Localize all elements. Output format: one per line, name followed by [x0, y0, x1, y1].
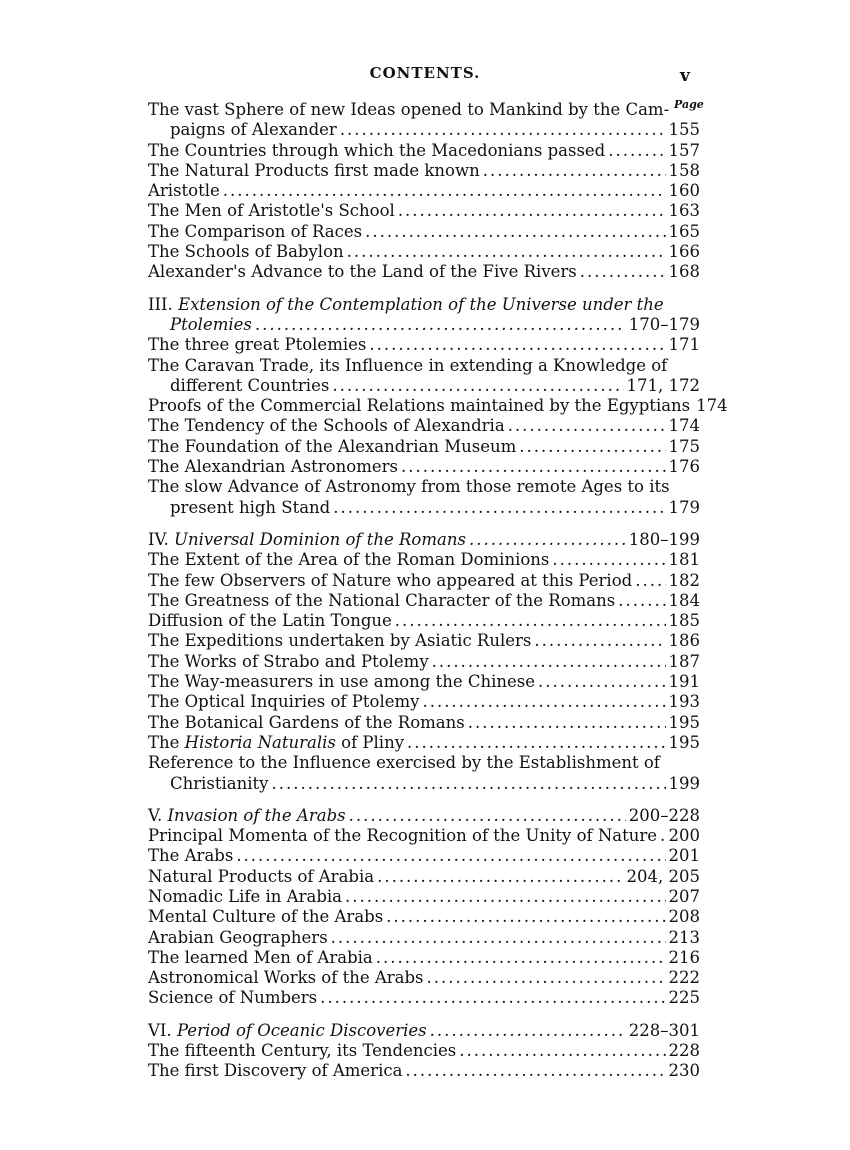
entry-title: Principal Momenta of the Recognition of the Unity of Nature — [148, 826, 658, 846]
entry-page: 204, 205 — [626, 866, 700, 886]
entry-page: 157 — [668, 140, 700, 160]
entry-line — [148, 1041, 700, 1061]
toc-entry[interactable] — [148, 222, 700, 242]
toc-entry[interactable] — [148, 652, 700, 672]
dot-leader — [580, 262, 666, 282]
entry-page: 174 — [668, 416, 700, 436]
section-heading-line — [148, 315, 700, 335]
dot-leader — [430, 1021, 626, 1041]
entry-line — [148, 867, 700, 887]
running-head — [0, 64, 850, 86]
toc-entry[interactable] — [148, 631, 700, 651]
section-heading — [148, 1021, 700, 1041]
section-heading-line — [148, 1021, 700, 1041]
entry-page: 160 — [668, 181, 700, 201]
toc-entry[interactable] — [148, 968, 700, 988]
dot-leader — [618, 591, 665, 611]
page-title: CONTENTS. — [369, 64, 481, 82]
entry-title-continued-line — [148, 376, 700, 396]
entry-line — [148, 550, 700, 570]
entry-title: Alexander's Advance to the Land of the Five Rivers — [148, 262, 577, 282]
entry-line — [148, 988, 700, 1008]
entry-title: The Optical Inquiries of Ptolemy — [148, 692, 420, 712]
entry-title: Nomadic Life in Arabia — [148, 886, 342, 906]
toc-entry[interactable] — [148, 335, 700, 355]
toc-entry[interactable] — [148, 1061, 700, 1081]
section-spacer — [148, 283, 700, 295]
section-heading-line — [148, 806, 700, 826]
dot-leader — [468, 713, 666, 733]
entry-title: The Tendency of the Schools of Alexandria — [148, 416, 505, 436]
entry-line — [148, 672, 700, 692]
section-page-range: 180–199 — [628, 529, 700, 549]
dot-leader — [660, 826, 665, 846]
entry-line — [148, 1061, 700, 1081]
entry-title: The three great Ptolemies — [148, 335, 367, 355]
toc-entry[interactable] — [148, 396, 728, 416]
entry-title — [148, 733, 404, 753]
entry-page: 200 — [668, 826, 700, 846]
dot-leader — [459, 1041, 665, 1061]
entry-line — [148, 222, 700, 242]
toc-entry[interactable] — [148, 672, 700, 692]
dot-leader — [332, 376, 623, 396]
entry-page: 186 — [668, 631, 700, 651]
dot-leader — [365, 222, 665, 242]
entry-title-continued-line — [148, 120, 700, 140]
entry-title-continued: present high Stand — [170, 497, 331, 517]
entry-page: 181 — [668, 550, 700, 570]
dot-leader — [236, 846, 665, 866]
entry-title: Science of Numbers — [148, 988, 318, 1008]
toc-entry[interactable] — [148, 416, 700, 436]
entry-line — [148, 396, 728, 416]
entry-page: 163 — [668, 201, 700, 221]
entry-page: 175 — [668, 436, 700, 456]
entry-line — [148, 713, 700, 733]
section-spacer — [148, 794, 700, 806]
entry-title: The Alexandrian Astronomers — [148, 457, 398, 477]
toc-entry[interactable] — [148, 161, 700, 181]
entry-line — [148, 692, 700, 712]
entry-title-italic: Historia Naturalis — [184, 732, 336, 752]
dot-leader — [407, 733, 665, 753]
entry-page: 185 — [668, 611, 700, 631]
entry-title: The vast Sphere of new Ideas opened to Mankind by the Cam- — [148, 100, 670, 119]
toc-entry[interactable] — [148, 988, 700, 1008]
section-spacer — [148, 1009, 700, 1021]
dot-leader — [427, 968, 666, 988]
entry-title: Proofs of the Commercial Relations maintained by the Egyptians — [148, 396, 691, 416]
entry-title: The Natural Products first made known — [148, 160, 480, 180]
entry-page: 195 — [668, 712, 700, 732]
entry-title: The Way-measurers in use among the Chinese — [148, 672, 536, 692]
section-title: Period of Oceanic Discoveries — [176, 1020, 427, 1040]
section-numeral: IV. — [148, 529, 169, 549]
entry-line — [148, 591, 700, 611]
toc-entry[interactable] — [148, 356, 700, 397]
section-heading — [148, 530, 700, 550]
entry-line — [148, 887, 700, 907]
entry-title: Reference to the Influence exercised by the Establishment of — [148, 753, 660, 773]
entry-page: 222 — [668, 968, 700, 988]
dot-leader — [320, 988, 665, 1008]
entry-line — [148, 457, 700, 477]
entry-title: Natural Products of Arabia — [148, 866, 375, 886]
dot-leader — [386, 907, 665, 927]
entry-title-continued: Christianity — [170, 773, 269, 793]
dot-leader — [401, 457, 666, 477]
toc-entry[interactable] — [148, 201, 700, 221]
entry-page: 207 — [668, 886, 700, 906]
entry-page: 176 — [668, 457, 700, 477]
entry-title: The Schools of Babylon — [148, 242, 344, 262]
toc-entry[interactable] — [148, 907, 700, 927]
toc-entry[interactable] — [148, 826, 700, 846]
dot-leader — [347, 242, 666, 262]
entry-line — [148, 141, 700, 161]
toc-entry[interactable] — [148, 733, 700, 753]
entry-page: 158 — [668, 160, 700, 180]
dot-leader — [552, 550, 665, 570]
entry-title-continued: paigns of Alexander — [170, 120, 337, 140]
section-title: Extension of the Contemplation of the Universe under the — [178, 294, 664, 314]
dot-leader — [422, 692, 665, 712]
dot-leader — [345, 887, 666, 907]
entry-line — [148, 733, 700, 753]
toc-entry[interactable] — [148, 867, 700, 887]
entry-page: 213 — [668, 927, 700, 947]
dot-leader — [271, 774, 665, 794]
entry-title-continued: different Countries — [170, 375, 330, 395]
entry-page: 199 — [668, 773, 700, 793]
dot-leader — [405, 1061, 665, 1081]
entry-line — [148, 335, 700, 355]
toc-entry[interactable] — [148, 457, 700, 477]
section-page-range: 170–179 — [628, 314, 700, 334]
entry-line — [148, 201, 700, 221]
toc-entry[interactable] — [148, 181, 700, 201]
entry-page: 184 — [668, 590, 700, 610]
toc-entry[interactable] — [148, 887, 700, 907]
entry-page: 216 — [668, 947, 700, 967]
dot-leader — [340, 120, 666, 140]
entry-title: The Expeditions undertaken by Asiatic Rulers — [148, 631, 532, 651]
toc-entry[interactable] — [148, 242, 700, 262]
dot-leader — [377, 867, 623, 887]
entry-line — [148, 437, 700, 457]
entry-page: 195 — [668, 732, 700, 752]
entry-title: The Works of Strabo and Ptolemy — [148, 651, 429, 671]
entry-page: 182 — [668, 570, 700, 590]
entry-line — [148, 826, 700, 846]
entry-title: The Caravan Trade, its Influence in extending a Knowledge of — [148, 355, 668, 375]
section-title: Universal Dominion of the Romans — [174, 529, 466, 549]
entry-page: 228 — [668, 1041, 700, 1061]
entry-title: The few Observers of Nature who appeared at this Period — [148, 570, 633, 590]
toc-entry[interactable] — [148, 591, 700, 611]
toc-entry[interactable] — [148, 948, 700, 968]
entry-title-suffix: of Pliny — [335, 732, 405, 752]
dot-leader — [398, 201, 666, 221]
entry-page: 168 — [668, 262, 700, 282]
dot-leader — [432, 652, 666, 672]
entry-line — [148, 948, 700, 968]
entry-title-continued-line — [148, 774, 700, 794]
toc-entry[interactable] — [148, 262, 700, 282]
dot-leader — [534, 631, 665, 651]
toc-entry[interactable] — [148, 437, 700, 457]
entry-title-prefix: The — [148, 732, 185, 752]
entry-page: 191 — [668, 672, 700, 692]
section-numeral: III. — [148, 294, 173, 314]
section-heading — [148, 806, 700, 826]
section-heading — [148, 295, 700, 336]
toc-entry[interactable] — [148, 713, 700, 733]
toc-entry[interactable] — [148, 1041, 700, 1061]
toc-entry[interactable] — [148, 611, 700, 631]
entry-page: 174 — [696, 396, 728, 416]
page-number: v — [680, 66, 690, 86]
toc-entry[interactable] — [148, 571, 700, 591]
entry-line — [148, 846, 700, 866]
entry-title: Astronomical Works of the Arabs — [148, 968, 424, 988]
entry-page: 201 — [668, 846, 700, 866]
entry-title: The Men of Aristotle's School — [148, 201, 395, 221]
dot-leader — [469, 530, 626, 550]
entry-page: 171, 172 — [626, 375, 700, 395]
toc-entry[interactable] — [148, 692, 700, 712]
section-numeral: VI. — [148, 1020, 172, 1040]
toc-entry[interactable] — [148, 477, 700, 518]
entry-title: The Extent of the Area of the Roman Dominions — [148, 550, 550, 570]
entry-line — [148, 161, 700, 181]
entry-page: 166 — [668, 242, 700, 262]
entry-title: The first Discovery of America — [148, 1061, 403, 1081]
section-page-range: 200–228 — [628, 805, 700, 825]
entry-line — [148, 611, 700, 631]
entry-title: The Foundation of the Alexandrian Museum — [148, 436, 517, 456]
dot-leader — [331, 928, 666, 948]
entry-title: The fifteenth Century, its Tendencies — [148, 1041, 457, 1061]
dot-leader — [538, 672, 665, 692]
entry-title: Aristotle — [148, 181, 220, 201]
entry-page: 193 — [668, 692, 700, 712]
entry-title: The slow Advance of Astronomy from those remote Ages to its — [148, 477, 670, 497]
entry-line — [148, 631, 700, 651]
entry-title: The Greatness of the National Character of the Romans — [148, 590, 616, 610]
section-title: Invasion of the Arabs — [167, 805, 346, 825]
dot-leader — [395, 611, 666, 631]
dot-leader — [508, 416, 666, 436]
entry-line — [148, 907, 700, 927]
section-numeral: V. — [148, 805, 163, 825]
dot-leader — [223, 181, 666, 201]
entry-title: The Botanical Gardens of the Romans — [148, 712, 465, 732]
entry-line — [148, 262, 700, 282]
entry-page: 171 — [668, 335, 700, 355]
entry-title: Mental Culture of the Arabs — [148, 907, 384, 927]
entry-page: 225 — [668, 988, 700, 1008]
toc-entry[interactable] — [148, 753, 700, 794]
entry-page: 179 — [668, 497, 700, 517]
entry-title-continued-line — [148, 498, 700, 518]
section-title-continued: Ptolemies — [170, 314, 252, 334]
entry-page: 230 — [668, 1061, 700, 1081]
section-heading-line — [148, 295, 700, 315]
entry-page: 187 — [668, 651, 700, 671]
entry-page: 165 — [668, 221, 700, 241]
section-heading-line — [148, 530, 700, 550]
entry-line — [148, 571, 700, 591]
dot-leader — [608, 141, 665, 161]
dot-leader — [255, 315, 626, 335]
page-column-label: Page — [674, 98, 704, 111]
toc-entry[interactable] — [148, 100, 700, 141]
dot-leader — [635, 571, 665, 591]
entry-page: 155 — [668, 120, 700, 140]
dot-leader — [349, 806, 626, 826]
entry-title: The Arabs — [148, 846, 234, 866]
entry-title: Diffusion of the Latin Tongue — [148, 611, 392, 631]
toc-entry[interactable] — [148, 928, 700, 948]
entry-title: Arabian Geographers — [148, 927, 328, 947]
entry-line — [148, 416, 700, 436]
entry-line — [148, 928, 700, 948]
entry-line — [148, 968, 700, 988]
dot-leader — [369, 335, 665, 355]
entry-title: The Countries through which the Macedonians passed — [148, 140, 606, 160]
toc-entry[interactable] — [148, 550, 700, 570]
toc-entry[interactable] — [148, 141, 700, 161]
entry-page: 208 — [668, 907, 700, 927]
dot-leader — [376, 948, 666, 968]
dot-leader — [519, 437, 665, 457]
dot-leader — [333, 498, 665, 518]
toc-entry[interactable] — [148, 846, 700, 866]
entry-title: The learned Men of Arabia — [148, 947, 373, 967]
entry-line — [148, 242, 700, 262]
table-of-contents — [148, 100, 728, 1082]
section-spacer — [148, 518, 700, 530]
entry-line — [148, 181, 700, 201]
entry-line — [148, 652, 700, 672]
section-page-range: 228–301 — [628, 1020, 700, 1040]
dot-leader — [483, 161, 666, 181]
entry-title: The Comparison of Races — [148, 221, 363, 241]
